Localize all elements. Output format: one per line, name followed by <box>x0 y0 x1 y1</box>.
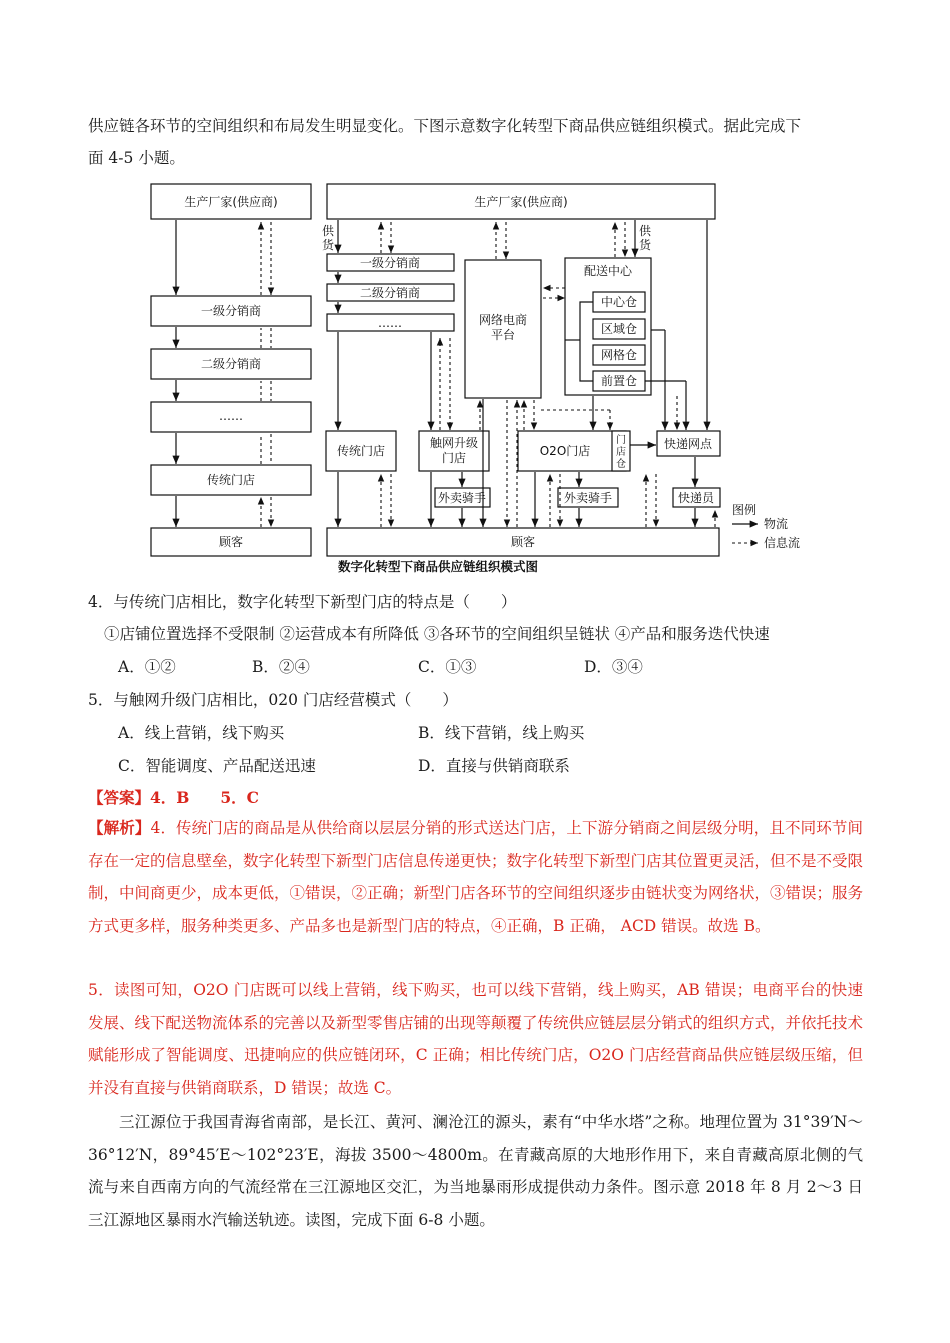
q4-stem: 4．与传统门店相比，数字化转型下新型门店的特点是（ ） <box>88 593 517 611</box>
right-trad-store-label: 传统门店 <box>336 444 386 458</box>
analysis-q4-text: 4．传统门店的商品是从供给商以层层分销的形式送达门店，上下游分销商之间层级分明，且不同环节间存在一定的信息壁垒，数字化转型下新型门店信息传递更快；数字化转型下新型门店其位置更灵活，但不是不受限制，中间商更少，成本更低，①错误，②正确；新型门店各环节的空间组织逐步由链状变为网络状，③错误；服务方式更多样，服务种类更多、产品多也是新型门店的特点，④正确，B 正确， ACD 错误。故选 B。 <box>88 819 864 935</box>
legend-info: 信息流 <box>764 536 801 550</box>
q4-option-a: A．①② <box>118 658 176 676</box>
intro-line-2: 面 4-5 小题。 <box>88 149 185 167</box>
supply-char-right-1: 供 <box>639 224 652 238</box>
q5-option-a: A．线上营销，线下购买 <box>118 724 285 742</box>
right-dist2-label: 二级分销商 <box>359 286 421 300</box>
wh-region-label: 区域仓 <box>600 322 638 336</box>
store-wh-label-2: 店 <box>616 447 626 458</box>
wh-center-label: 中心仓 <box>600 295 638 309</box>
supply-char-left-2: 货 <box>322 238 335 252</box>
legend-logistics: 物流 <box>764 517 789 531</box>
answer-line: 【答案】4．B 5．C <box>88 788 260 807</box>
touch-store-label-2: 门店 <box>441 451 467 465</box>
right-dots-label: …… <box>378 316 402 330</box>
q4-option-c: C．①③ <box>418 658 477 676</box>
store-wh-label-3: 仓 <box>616 459 626 470</box>
q4-option-d: D．③④ <box>584 658 643 676</box>
supply-char-left-1: 供 <box>322 224 335 238</box>
q5-option-b: B．线下营销，线上购买 <box>418 724 585 742</box>
dc-title: 配送中心 <box>583 264 633 278</box>
analysis-label: 【解析】 <box>88 818 151 837</box>
diagram-caption: 数字化转型下商品供应链组织模式图 <box>337 559 539 574</box>
left-customer-label: 顾客 <box>218 535 244 549</box>
touch-store-label-1: 触网升级 <box>429 436 479 450</box>
left-dist1-label: 一级分销商 <box>200 304 262 318</box>
courier-label: 快递员 <box>677 491 715 505</box>
left-producer-label: 生产厂家(供应商) <box>184 195 278 209</box>
ecommerce-label-2: 平台 <box>490 328 516 342</box>
analysis-q5: 5．读图可知，O2O 门店既可以线上营销，线下购买，也可以线下营销，线上购买，AB 错误；电商平台的快速发展、线下配送物流体系的完善以及新型零售店铺的出现等颠覆了传统供应链层层分销式的组织方式，并依托技术赋能形成了智能调度、迅捷响应的供应链闭环，C 正确；相比传统门店，O2O 门店经营商品供应链层级压缩，但并没有直接与供销商联系，D 错误；故选 C。 <box>88 981 864 1097</box>
express-point-label: 快递网点 <box>663 437 713 451</box>
right-customer-label: 顾客 <box>510 535 536 549</box>
q4-statements: ①店铺位置选择不受限制 ②运营成本有所降低 ③各环节的空间组织呈链状 ④产品和服务迭代快速 <box>104 625 770 643</box>
supply-chain-diagram <box>140 180 840 580</box>
store-wh-label-1: 门 <box>616 435 626 446</box>
legend-title: 图例 <box>732 503 757 517</box>
q5-stem: 5．与触网升级门店相比，020 门店经营模式（ ） <box>88 691 458 709</box>
q5-option-c: C．智能调度、产品配送迅速 <box>118 757 316 775</box>
q5-option-d: D．直接与供销商联系 <box>418 757 570 775</box>
left-dist2-label: 二级分销商 <box>200 357 262 371</box>
q4-option-b: B．②④ <box>252 658 310 676</box>
o2o-store-label: O2O门店 <box>539 444 591 458</box>
analysis-q4 <box>88 812 863 942</box>
left-dots-label: …… <box>219 409 243 423</box>
rider2-label: 外卖骑手 <box>563 491 613 505</box>
wh-front-label: 前置仓 <box>600 374 638 388</box>
ecommerce-label-1: 网络电商 <box>478 313 528 327</box>
right-producer-label: 生产厂家(供应商) <box>474 195 568 209</box>
wh-grid-label: 网格仓 <box>600 348 638 362</box>
rider1-label: 外卖骑手 <box>437 491 487 505</box>
right-dist1-label: 一级分销商 <box>359 256 421 270</box>
supply-char-right-2: 货 <box>639 238 652 252</box>
passage-sanjiangyuan: 三江源位于我国青海省南部，是长江、黄河、澜沧江的源头，素有“中华水塔”之称。地理位置为 31°39′N～36°12′N，89°45′E～102°23′E，海拔 3500～4800m。在青藏高原的大地形作用下，来自青藏高原北侧的气流与来自西南方向的气流经常在三江源地区交汇，为当地暴雨形成提供动力条件。图示意 2018 年 8 月 2～3 日三江源地区暴雨水汽输送轨迹。读图，完成下面 6-8 小题。 <box>88 1113 863 1229</box>
left-store-label: 传统门店 <box>206 473 256 487</box>
intro-line-1: 供应链各环节的空间组织和布局发生明显变化。下图示意数字化转型下商品供应链组织模式。据此完成下 <box>88 117 802 135</box>
